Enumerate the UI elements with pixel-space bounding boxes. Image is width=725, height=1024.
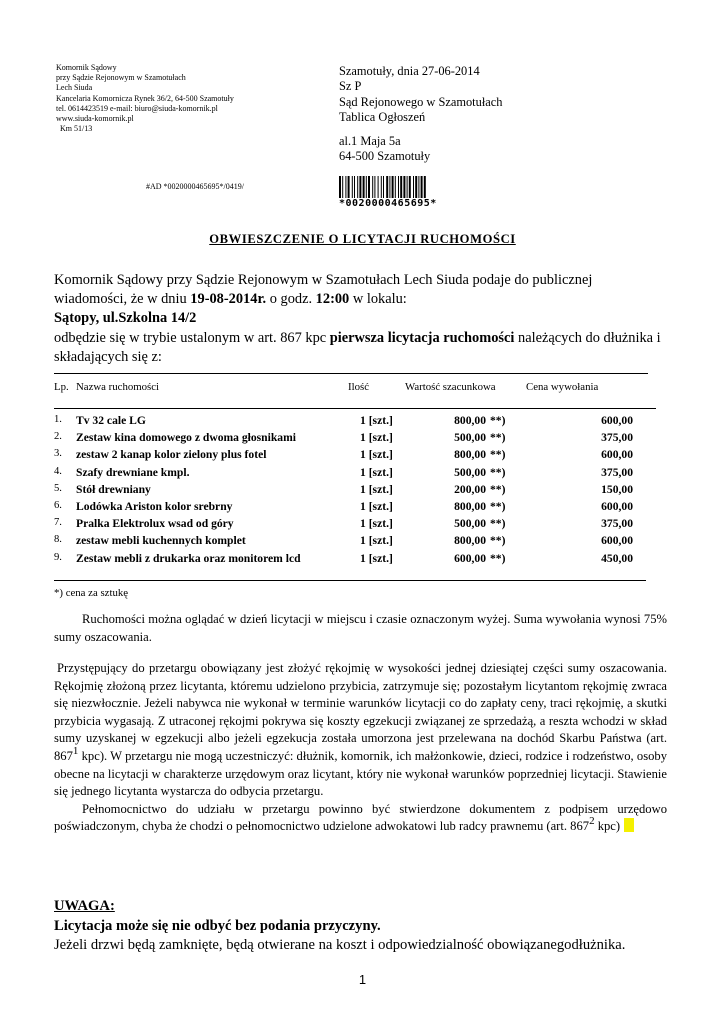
row-name: zestaw 2 kanap kolor zielony plus fotel [76,448,267,462]
row-lp: 8. [54,534,62,546]
row-lp: 9. [54,551,62,563]
notice-block [54,897,625,956]
notice-line: Licytacja może się nie odbyć bez podania przyczyny. [54,917,381,934]
page-number: 1 [358,972,367,987]
row-name: Szafy drewniane kmpl. [76,465,190,479]
auction-time: 12:00 [315,291,350,308]
table-row: 4. Szafy drewniane kmpl. 1 [szt.] 500,00 **) 375,00 [54,465,633,479]
intro-line: wiadomości, że w dniu 19-08-2014r. o godz. 12:00 w lokalu: [54,291,407,308]
barcode-bar [348,176,350,198]
row-name: zestaw mebli kuchennych komplet [76,534,246,548]
row-qty: 1 [szt.] [360,534,393,548]
recipient-line: Sąd Rejonowego w Szamotułach [339,94,503,109]
header-name: Nazwa ruchomości [76,381,160,393]
auction-date: 19-08-2014r. [190,291,267,308]
table-row: 2. Zestaw kina domowego z dwoma głosnikami 1 [szt.] 500,00 **) 375,00 [54,431,633,445]
place-date: Szamotuły, dnia 27-06-2014 [339,64,480,78]
intro-paragraph [54,271,664,367]
document-title: OBWIESZCZENIE O LICYTACJI RUCHOMOŚCI [209,232,516,246]
sender-line: www.siuda-komornik.pl [56,114,134,124]
barcode-bar [395,176,396,198]
row-price: 375,00 [601,517,633,531]
sender-line: Kancelaria Komornicza Rynek 36/2, 64-500 Szamotuły [56,93,234,103]
barcode-bar [409,176,411,198]
deposit-paragraph: Przystępujący do przetargu obowiązany jest złożyć rękojmię w wysokości jednej dziesiątej części sumy oszacowania. Rękojmię złożoną przez licytanta, któremu udzielono przybicia, zatrzymuje się; pozostałym licytantom rękojmię zwraca się niezwłocznie. Jeżeli nabywca nie wykonał w terminie warunków licytacji co do zapłaty ceny, traci rękojmię, a skutki przybicia wygasają. Z utraconej rękojmi pokrywa się koszty egzekucji związanej ze sprzedażą, a reszta wchodzi w skład sumy uzyskanej w egzekucji albo jeżeli egzekucja została umorzona jest przelewana na dochód Skarbu Państwa (art. 8671 kpc). W przetargu nie mogą uczestniczyć: dłużnik, komornik, ich małżonkowie, dzieci, rodzice i rodzeństwo, osoby obecne na licytacji w charakterze urzędowym oraz licytant, który nie wykonał warunków poprzedniej licytacji. Stawienie się jednego licytanta wystarcza do odbycia przetargu. Pełnomocnictwo do udziału w przetargu powinno być stwierdzone dokumentem z podpisem urzędowo poświadczonym, chyba że chodzi o pełnomocnictwo udzielone adwokatowi lub radcy prawnemu (art. 8672 kpc) [54,661,667,834]
barcode-bar [392,176,394,198]
barcode-bar [400,176,402,198]
barcode-bar [374,176,375,198]
recipient-block [339,64,502,164]
row-price: 600,00 [601,414,633,427]
row-price: 600,00 [601,534,633,548]
barcode-bar [386,176,388,198]
barcode-bar [339,176,341,198]
row-qty: 1 [szt.] [360,448,393,462]
viewing-paragraph: Ruchomości można oglądać w dzień licytacji w miejscu i czasie oznaczonym wyżej. Suma wywołania wynosi 75% sumy oszacowania. [54,612,667,644]
barcode-bar [363,176,365,198]
row-name: Zestaw kina domowego z dwoma głosnikami [76,431,296,445]
row-qty: 1 [szt.] [360,465,393,479]
barcode-bar [378,176,379,198]
row-lp: 2. [54,431,62,443]
table-row: 3. zestaw 2 kanap kolor zielony plus fotel 1 [szt.] 800,00 **) 600,00 [54,448,633,462]
notice-line: Jeżeli drzwi będą zamknięte, będą otwierane na koszt i odpowiedzialność obowiązanegodłużnika. [54,937,626,954]
reference: Sz P [339,79,362,94]
barcode-bar [366,176,367,198]
row-name: Zestaw mebli z drukarka oraz monitorem lcd [76,551,301,565]
barcode-bar [418,176,419,198]
barcode-bar [372,176,373,198]
sender-block [56,63,234,134]
row-price: 600,00 [601,448,633,462]
highlight-mark [624,818,634,832]
barcode-bar [368,176,370,198]
intro-line: Komornik Sądowy przy Sądzie Rejonowym w Szamotułach Lech Siuda podaje do publicznej [54,272,593,288]
header-qty: Ilość [348,381,369,393]
sender-line: przy Sądzie Rejonowym w Szamotułach [56,73,186,83]
row-lp: 1. [54,414,62,425]
row-lp: 3. [54,448,62,460]
table-row: 7. Pralka Elektrolux wsad od góry 1 [szt.] 500,00 **) 375,00 [54,517,633,531]
row-qty: 1 [szt.] [360,517,393,531]
barcode-bar [345,176,346,198]
table-row: 5. Stół drewniany 1 [szt.] 200,00 **) 150,00 [54,482,633,496]
row-qty: 1 [szt.] [360,414,393,427]
table-body [54,414,664,569]
address-line: 64-500 Szamotuły [339,149,431,164]
header-lp: Lp. [54,381,69,393]
row-price: 450,00 [601,551,633,565]
sender-line: Komornik Sądowy [56,63,117,72]
barcode-bar [354,176,355,198]
row-price: 375,00 [601,431,633,445]
row-name: Stół drewniany [76,482,151,496]
table-row: 6. Lodówka Ariston kolor srebrny 1 [szt.] 800,00 **) 600,00 [54,499,633,513]
barcode-bar [389,176,390,198]
barcode-bar [415,176,417,198]
barcode-bar [413,176,414,198]
auction-location: Sątopy, ul.Szkolna 14/2 [54,310,197,327]
table-row: 9. Zestaw mebli z drukarka oraz monitorem lcd 1 [szt.] 600,00 **) 450,00 [54,551,633,565]
row-qty: 1 [szt.] [360,482,393,496]
barcode-bar [352,176,353,198]
notice-heading: UWAGA: [54,898,115,914]
header-price: Cena wywołania [526,381,599,393]
table-row: 1. Tv 32 cale LG 1 [szt.] 800,00 **) 600,00 [54,414,633,427]
barcode-bar [421,176,423,198]
address-line: al.1 Maja 5a [339,133,401,148]
barcode-bar [381,176,382,198]
recipient-line: Tablica Ogłoszeń [339,110,426,125]
barcode-bar [383,176,384,198]
barcode-bar [342,176,343,198]
row-qty: 1 [szt.] [360,499,393,513]
table-bottom-rule [54,580,646,581]
header-value: Wartość szacunkowa [405,381,496,393]
intro-line: odbędzie się w trybie ustalonym w art. 867 kpc pierwsza licytacja ruchomości należących do dłużnika i [54,329,661,346]
barcode-bar [398,176,399,198]
barcode-bar [424,176,426,198]
table-row: 8. zestaw mebli kuchennych komplet 1 [szt.] 800,00 **) 600,00 [54,534,633,548]
barcode-bar [357,176,358,198]
row-price: 600,00 [601,499,633,513]
barcode-bar [359,176,361,198]
row-lp: 5. [54,482,62,494]
row-name: Lodówka Ariston kolor srebrny [76,499,233,513]
barcode-text: *0020000465695* [339,198,437,209]
row-lp: 4. [54,465,62,477]
row-name: Tv 32 cale LG [76,414,146,427]
footnote: *) cena za sztukę [54,587,129,599]
row-lp: 6. [54,499,62,511]
row-lp: 7. [54,517,62,529]
sender-line: Lech Siuda [56,83,93,93]
intro-line: składających się z: [54,348,162,365]
table-top-rule [54,373,648,374]
row-price: 375,00 [601,465,633,479]
row-qty: 1 [szt.] [360,431,393,445]
sender-line: tel. 0614423519 e-mail: biuro@siuda-komornik.pl [56,103,218,113]
table-header-rule [54,408,656,409]
ad-reference: #AD *0020000465695*/0419/ [146,182,244,191]
row-name: Pralka Elektrolux wsad od góry [76,517,234,531]
barcode-bar [403,176,405,198]
barcode-bar [407,176,408,198]
row-price: 150,00 [601,482,633,496]
row-qty: 1 [szt.] [360,551,393,565]
case-number: Km 51/13 [60,124,93,134]
